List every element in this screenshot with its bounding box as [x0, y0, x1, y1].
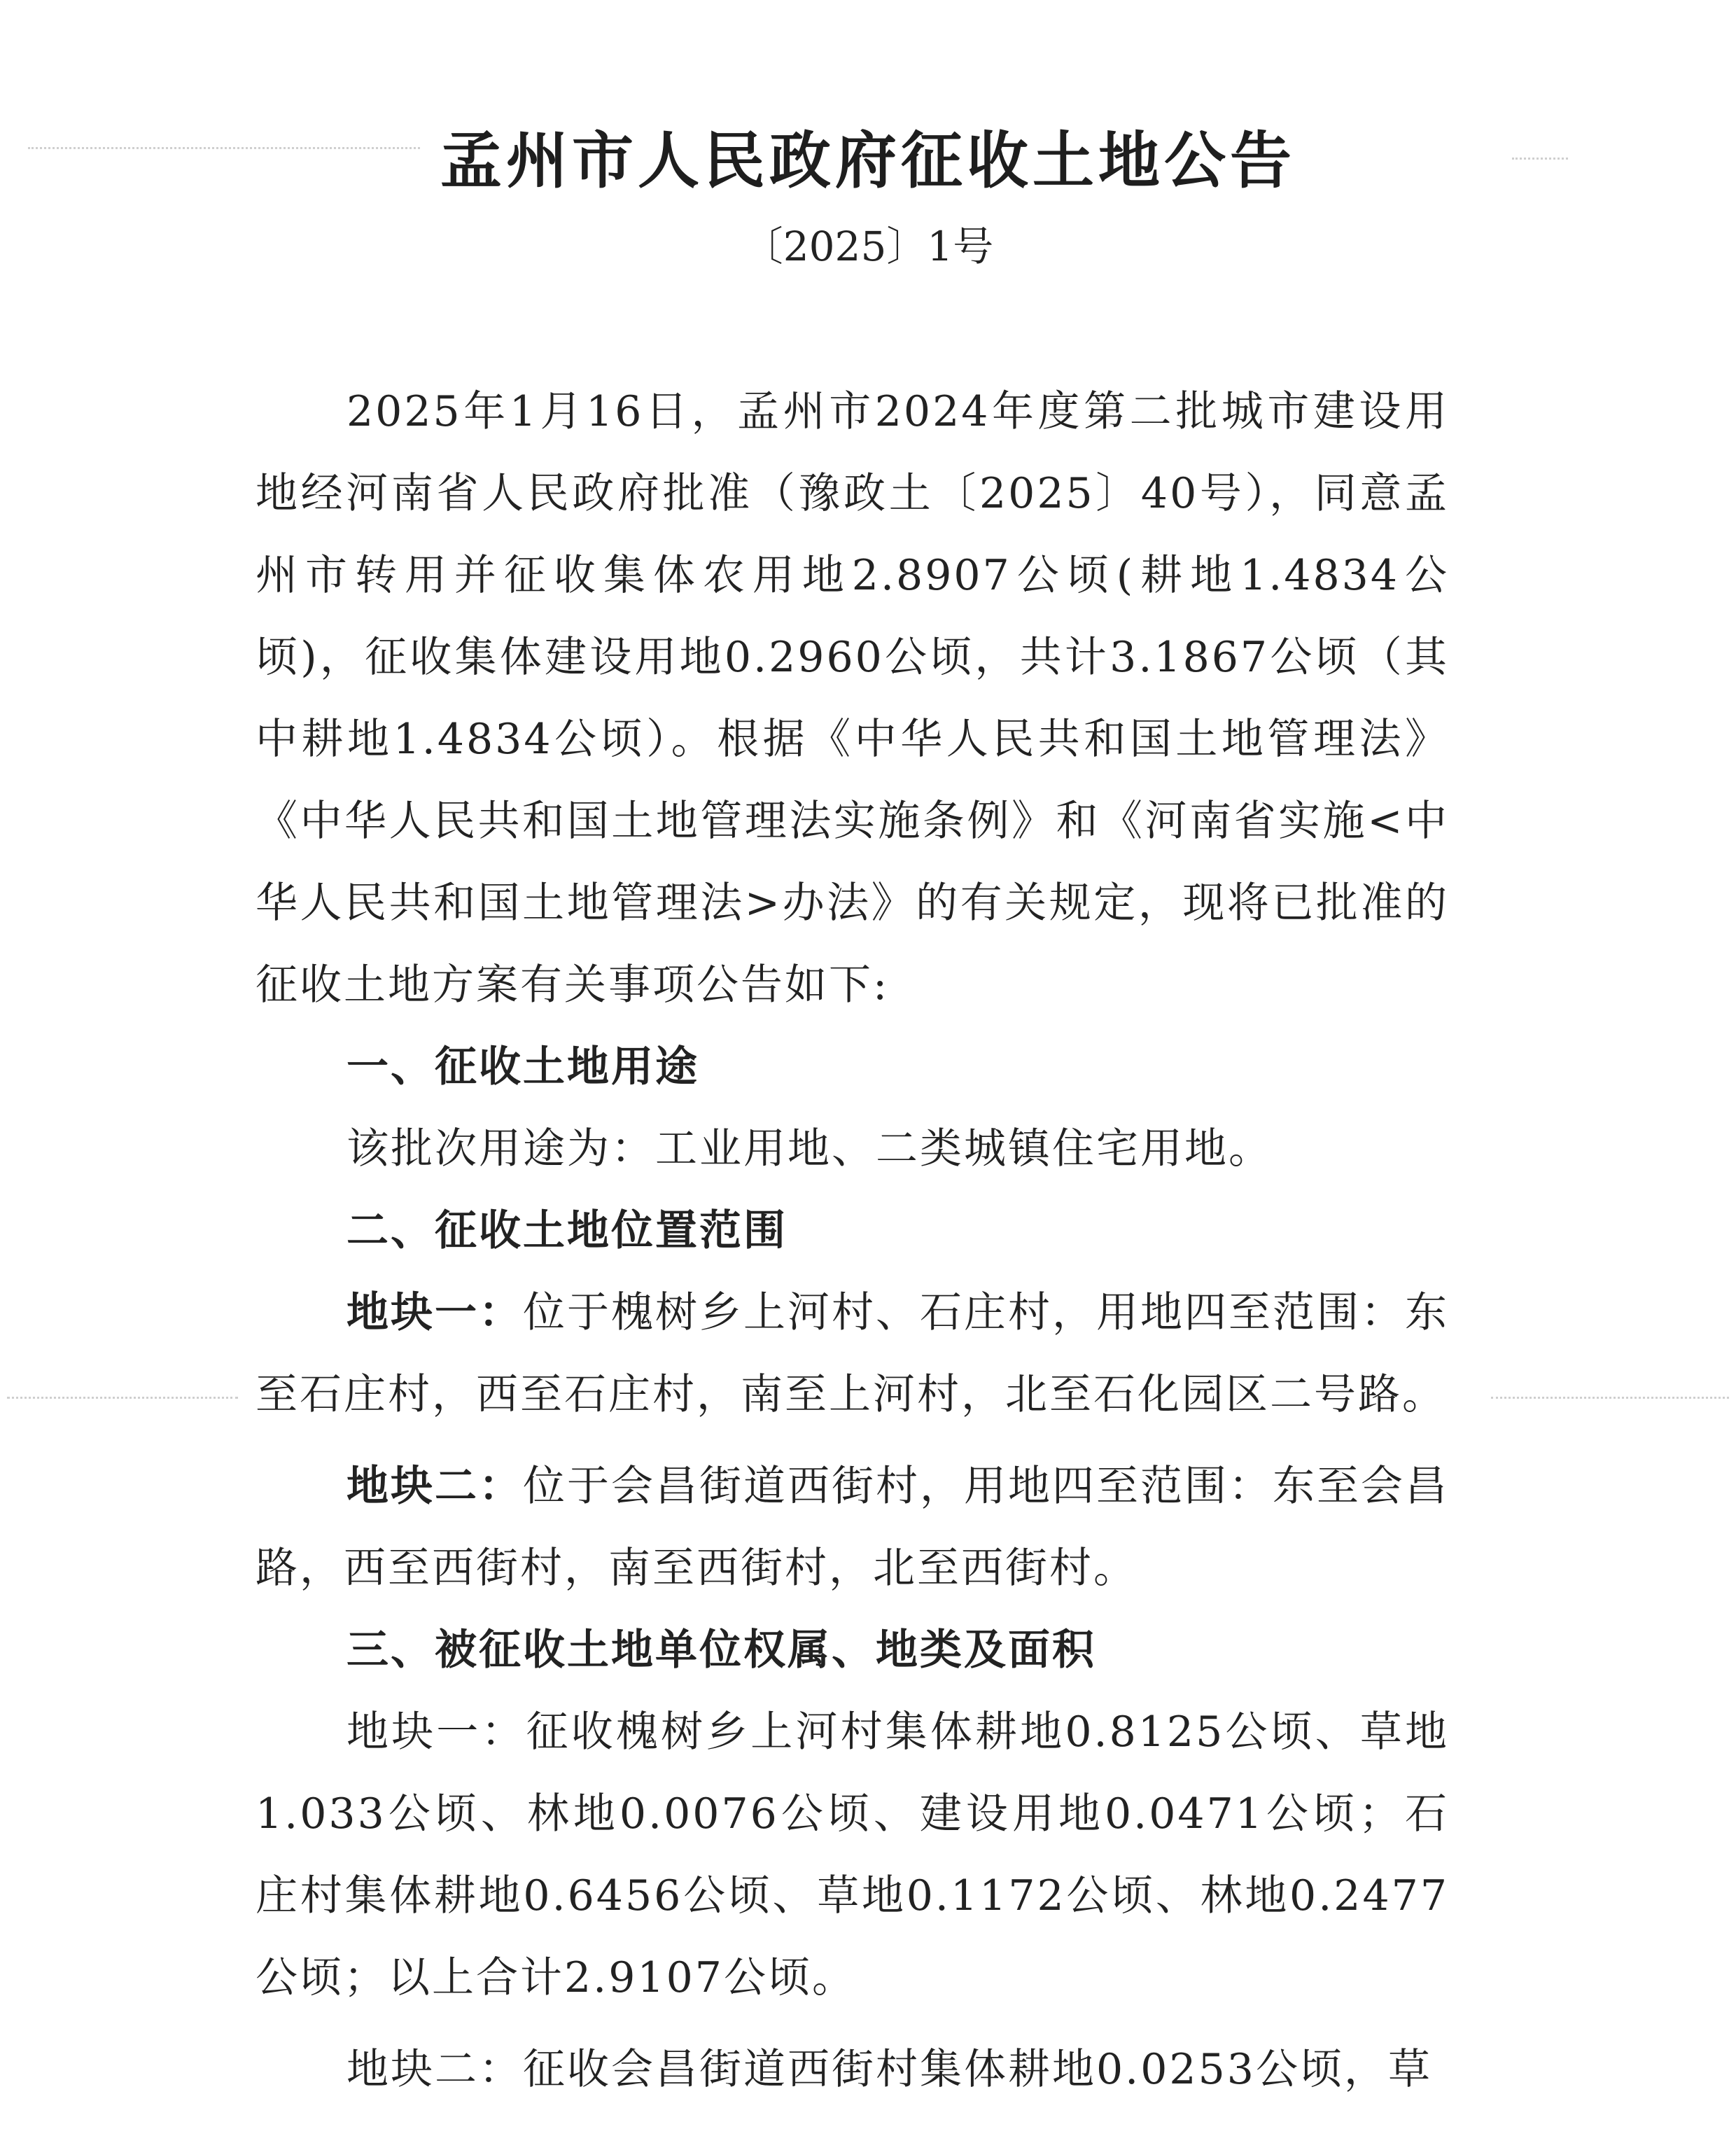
section2-heading: 二、征收土地位置范围	[346, 1206, 788, 1255]
section3-heading: 三、被征收土地单位权属、地类及面积	[346, 1626, 1096, 1675]
document-title: 孟州市人民政府征收土地公告	[440, 125, 1296, 197]
plot1-lead: 地块一：	[346, 1288, 523, 1337]
scan-noise-middle-right	[1491, 1397, 1729, 1399]
plot2-location-text: 位于会昌街道西街村，用地四至范围：东至会昌路，西至西街村，南至西街村，北至西街村。	[255, 1462, 1449, 1593]
section1-heading: 一、征收土地用途	[346, 1042, 699, 1091]
section2-plot2	[255, 1446, 1449, 1610]
section3-plot2: 地块二：征收会昌街道西街村集体耕地0.0253公顷，草	[346, 2045, 1432, 2094]
section1-text: 该批次用途为：工业用地、二类城镇住宅用地。	[346, 1124, 1273, 1173]
section3-plot1: 地块一：征收槐树乡上河村集体耕地0.8125公顷、草地1.033公顷、林地0.0076公顷、建设用地0.0471公顷；石庄村集体耕地0.6456公顷、草地0.1172公顷、林地0.2477公顷；以上合计2.9107公顷。	[255, 1708, 1449, 2002]
plot1-location-text: 位于槐树乡上河村、石庄村，用地四至范围：东至石庄村，西至石庄村，南至上河村，北至石化园区二号路。	[255, 1288, 1449, 1419]
plot2-lead: 地块二：	[346, 1462, 523, 1511]
document-number: 〔2025〕1号	[742, 223, 994, 270]
scan-noise-middle	[7, 1397, 238, 1399]
document-body	[255, 371, 1449, 2111]
intro-paragraph: 2025年1月16日，孟州市2024年度第二批城市建设用地经河南省人民政府批准（豫政土〔2025〕40号），同意孟州市转用并征收集体农用地2.8907公顷(耕地1.4834公顷)，征收集体建设用地0.2960公顷，共计3.1867公顷（其中耕地1.4834公顷）。根据《中华人民共和国土地管理法》《中华人民共和国土地管理法实施条例》和《河南省实施<中华人民共和国土地管理法>办法》的有关规定，现将已批准的征收土地方案有关事项公告如下:	[255, 387, 1449, 1010]
section2-plot1	[255, 1272, 1449, 1436]
